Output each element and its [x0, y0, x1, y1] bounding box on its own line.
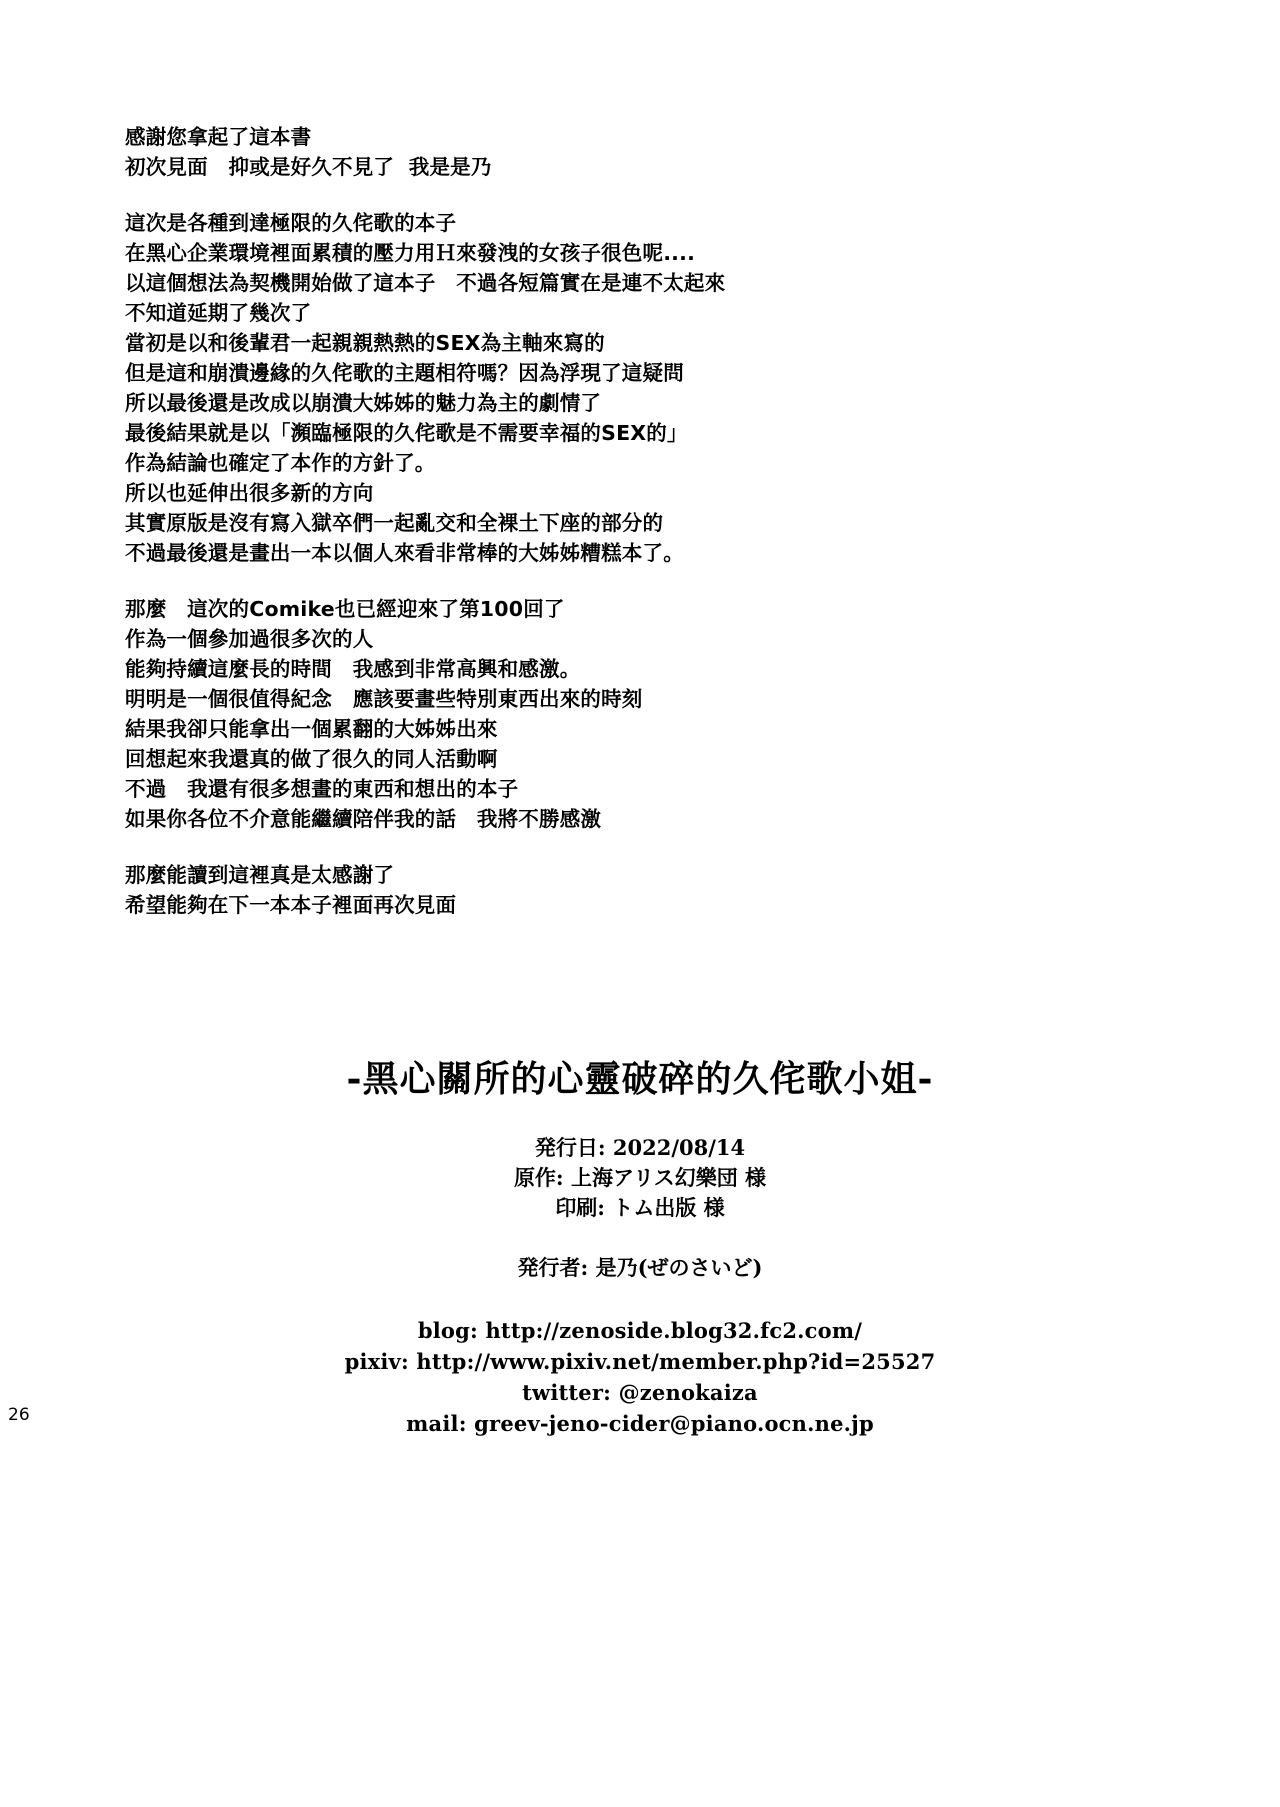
afterword-line: 但是這和崩潰邊緣的久侘歌的主題相符嗎？因為浮現了這疑問: [125, 361, 684, 385]
afterword-line: 不過 我還有很多想畫的東西和想出的本子: [125, 777, 519, 801]
afterword-line: 最後結果就是以「瀕臨極限的久侘歌是不需要幸福的SEX的」: [125, 421, 688, 445]
publisher: 発行者: 是乃(ぜのさいど): [517, 1255, 763, 1280]
book-title: -黑心關所的心靈破碎的久侘歌小姐-: [346, 1058, 934, 1100]
page-number: 26: [8, 1405, 30, 1425]
afterword-paragraph: [125, 594, 1075, 834]
afterword-line: 作為結論也確定了本作的方針了。: [125, 451, 436, 475]
original-work: 原作: 上海アリス幻樂団 様: [513, 1165, 767, 1190]
printer: 印刷: トム出版 様: [555, 1195, 725, 1220]
twitter-handle[interactable]: twitter: @zenokaiza: [522, 1380, 758, 1405]
contact-info: [0, 1315, 1280, 1439]
colophon-block: [0, 1055, 1280, 1439]
afterword-line: 當初是以和後輩君一起親親熱熱的SEX為主軸來寫的: [125, 331, 605, 355]
publication-info: [0, 1133, 1280, 1223]
afterword-paragraph: [125, 122, 1075, 182]
afterword-text-block: [125, 122, 1075, 920]
blog-link[interactable]: blog: http://zenoside.blog32.fc2.com/: [417, 1318, 863, 1343]
mail-address[interactable]: mail: greev-jeno-cider@piano.ocn.ne.jp: [406, 1411, 874, 1436]
afterword-line: 感謝您拿起了這本書: [125, 125, 312, 149]
afterword-line: 以這個想法為契機開始做了這本子 不過各短篇實在是連不太起來: [125, 271, 726, 295]
afterword-line: 作為一個參加過很多次的人: [125, 627, 374, 651]
afterword-line: 回想起來我還真的做了很久的同人活動啊: [125, 747, 498, 771]
publication-date: 発行日: 2022/08/14: [534, 1135, 746, 1160]
afterword-line: 明明是一個很值得紀念 應該要畫些特別東西出來的時刻: [125, 687, 643, 711]
afterword-line: 其實原版是沒有寫入獄卒們一起亂交和全裸土下座的部分的: [125, 511, 664, 535]
afterword-line: 不過最後還是畫出一本以個人來看非常棒的大姊姊糟糕本了。: [125, 541, 684, 565]
afterword-paragraph: [125, 208, 1075, 568]
afterword-line: 在黑心企業環境裡面累積的壓力用Ｈ來發洩的女孩子很色呢....: [125, 241, 696, 265]
afterword-line: 結果我卻只能拿出一個累翻的大姊姊出來: [125, 717, 498, 741]
afterword-line: 不知道延期了幾次了: [125, 301, 312, 325]
afterword-line: 能夠持續這麼長的時間 我感到非常高興和感激。: [125, 657, 581, 681]
afterword-paragraph: [125, 860, 1075, 920]
afterword-line: 那麼能讀到這裡真是太感謝了: [125, 863, 395, 887]
afterword-line: 所以也延伸出很多新的方向: [125, 481, 374, 505]
afterword-line: 初次見面 抑或是好久不見了 我是是乃: [125, 155, 492, 179]
afterword-line: 那麼 這次的Comike也已經迎來了第100回了: [125, 597, 565, 621]
afterword-line: 希望能夠在下一本本子裡面再次見面: [125, 893, 457, 917]
afterword-line: 所以最後還是改成以崩潰大姊姊的魅力為主的劇情了: [125, 391, 602, 415]
afterword-line: 如果你各位不介意能繼續陪伴我的話 我將不勝感激: [125, 807, 602, 831]
pixiv-link[interactable]: pixiv: http://www.pixiv.net/member.php?id=25527: [344, 1349, 936, 1374]
afterword-line: 這次是各種到達極限的久侘歌的本子: [125, 211, 457, 235]
